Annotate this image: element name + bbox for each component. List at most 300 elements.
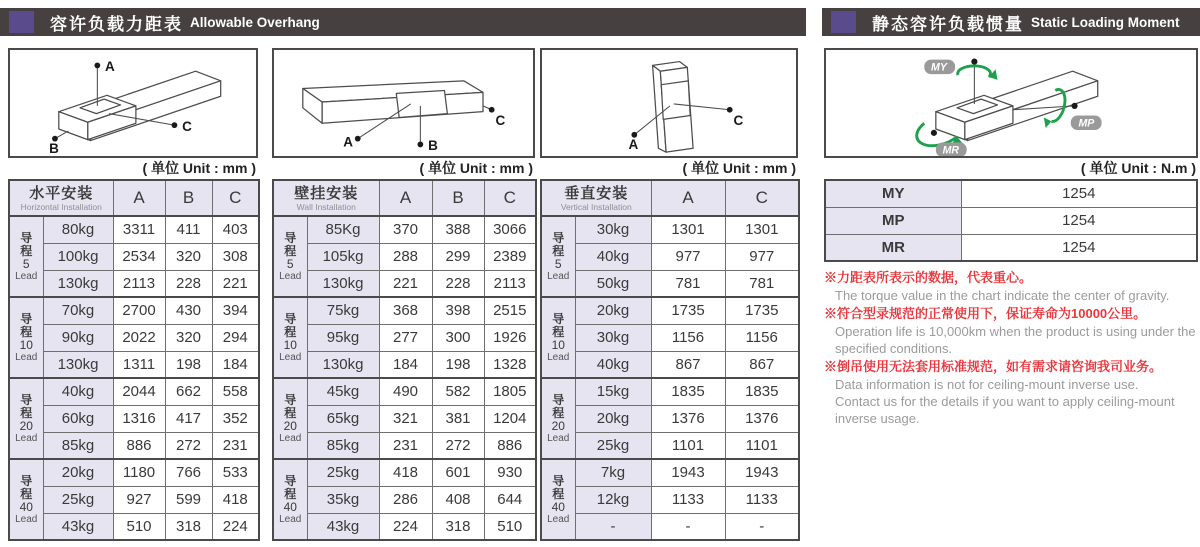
lead-number: 40 <box>551 499 565 514</box>
moment-label-mp: MP <box>1078 117 1095 130</box>
lead-cell <box>273 459 307 540</box>
lead-en: Lead <box>15 513 38 525</box>
lead-group <box>541 459 799 540</box>
vertical-installation-table <box>540 179 800 541</box>
unit-label: ( 单位 Unit : mm ) <box>419 160 533 176</box>
value-cell: 418 <box>379 459 432 486</box>
value-cell: 3311 <box>113 216 165 243</box>
value-cell: 1328 <box>484 351 536 378</box>
load-cell: 85kg <box>43 432 113 459</box>
installation-name-header <box>273 180 379 216</box>
rail-isometric-drawing <box>274 50 533 156</box>
footnote-en: Operation life is 10,000km when the product is using under the specified conditions. <box>835 324 1196 356</box>
load-cell: 95kg <box>307 324 379 351</box>
diagram-label-b: B <box>49 141 59 156</box>
value-cell: 1204 <box>484 405 536 432</box>
value-cell: 1835 <box>651 378 725 405</box>
load-cell: 90kg <box>43 324 113 351</box>
value-cell: 198 <box>432 351 484 378</box>
value-cell: 318 <box>432 513 484 540</box>
diagram-label-b: C <box>495 113 506 129</box>
lead-number: 5 <box>22 256 30 271</box>
table-row <box>273 378 536 405</box>
table-row <box>825 207 1197 234</box>
table-row <box>273 297 536 324</box>
wall-installation-table <box>272 179 537 541</box>
value-cell: 781 <box>725 270 799 297</box>
table-row <box>9 216 259 243</box>
lead-en: Lead <box>15 351 38 363</box>
load-cell: 130kg <box>43 270 113 297</box>
load-cell: 85kg <box>307 432 379 459</box>
load-cell: 25kg <box>307 459 379 486</box>
load-cell: 60kg <box>43 405 113 432</box>
value-cell: 308 <box>212 243 259 270</box>
value-cell: 1926 <box>484 324 536 351</box>
lead-en: Lead <box>279 270 302 282</box>
footnote-en: Data information is not for ceiling-mount inverse use. <box>835 377 1139 392</box>
value-cell: 1805 <box>484 378 536 405</box>
table-row <box>825 234 1197 261</box>
load-cell: 40kg <box>575 351 651 378</box>
lead-group <box>9 216 259 297</box>
lead-zh-char: 导 <box>20 473 33 488</box>
load-cell: 45kg <box>307 378 379 405</box>
value-cell: 224 <box>379 513 432 540</box>
moment-diagram <box>824 48 1198 158</box>
value-cell: 1133 <box>725 486 799 513</box>
lead-cell <box>273 297 307 378</box>
lead-number: 5 <box>286 256 294 271</box>
value-cell: 1316 <box>113 405 165 432</box>
diagram-label-a: A <box>105 59 115 75</box>
vertical-installation-diagram <box>540 48 798 158</box>
lead-group <box>273 459 536 540</box>
value-cell: 272 <box>165 432 212 459</box>
lead-en: Lead <box>547 351 570 363</box>
lead-cell <box>273 216 307 297</box>
column-header-c: C <box>484 180 536 216</box>
value-cell: 286 <box>379 486 432 513</box>
value-cell: 228 <box>165 270 212 297</box>
value-cell: 510 <box>113 513 165 540</box>
load-cell: 20kg <box>575 297 651 324</box>
column-header-c: C <box>725 180 799 216</box>
load-cell: 12kg <box>575 486 651 513</box>
value-cell: 2044 <box>113 378 165 405</box>
lead-zh-char: 导 <box>552 473 565 488</box>
value-cell: 2515 <box>484 297 536 324</box>
value-cell: 231 <box>212 432 259 459</box>
table-row <box>273 405 536 432</box>
load-cell: 7kg <box>575 459 651 486</box>
value-cell: 403 <box>212 216 259 243</box>
installation-name-en: Wall Installation <box>296 201 356 212</box>
value-cell: 601 <box>432 459 484 486</box>
table-row <box>273 270 536 297</box>
table-row <box>9 486 259 513</box>
value-cell: 300 <box>432 324 484 351</box>
footnotes <box>824 269 1198 427</box>
load-cell: 15kg <box>575 378 651 405</box>
section-title-en: Static Loading Moment <box>1031 14 1180 30</box>
lead-number: 10 <box>283 337 297 352</box>
header-row <box>9 180 259 216</box>
value-cell: 1376 <box>651 405 725 432</box>
load-cell: 30kg <box>575 216 651 243</box>
lead-zh-char: 程 <box>552 324 565 339</box>
lead-group <box>273 216 536 297</box>
value-cell: 368 <box>379 297 432 324</box>
column-header-a: A <box>651 180 725 216</box>
diagram-label-c: B <box>428 138 438 154</box>
value-cell: 886 <box>113 432 165 459</box>
load-cell: - <box>575 513 651 540</box>
table-row <box>273 432 536 459</box>
lead-zh-char: 程 <box>552 243 565 258</box>
value-cell: - <box>651 513 725 540</box>
diagram-label-c: C <box>182 118 192 134</box>
lead-group <box>9 378 259 459</box>
section-title-zh: 容许负载力距表 <box>50 14 183 34</box>
load-cell: 30kg <box>575 324 651 351</box>
unit-label: ( 单位 Unit : N.m ) <box>1080 160 1196 176</box>
installation-name-zh: 垂直安装 <box>564 184 629 202</box>
value-cell: 228 <box>432 270 484 297</box>
moment-mr-value: 1254 <box>961 234 1197 261</box>
value-cell: 411 <box>165 216 212 243</box>
value-cell: 408 <box>432 486 484 513</box>
lead-zh-char: 导 <box>20 392 33 407</box>
table-row <box>541 297 799 324</box>
header-row <box>541 180 799 216</box>
installation-name-en: Vertical Installation <box>560 201 632 212</box>
table-row <box>541 270 799 297</box>
table-row <box>825 180 1197 207</box>
allowable-overhang-header <box>0 8 806 36</box>
table-row <box>273 243 536 270</box>
header-accent-square <box>831 11 856 33</box>
value-cell: 224 <box>212 513 259 540</box>
lead-zh-char: 程 <box>20 243 33 258</box>
lead-zh-char: 导 <box>552 230 565 245</box>
load-cell: 50kg <box>575 270 651 297</box>
footnote-zh: ※倒吊使用无法套用标准规范，如有需求请咨询我司业务。 <box>824 359 1163 374</box>
load-cell: 70kg <box>43 297 113 324</box>
value-cell: 2389 <box>484 243 536 270</box>
value-cell: 977 <box>651 243 725 270</box>
lead-zh-char: 程 <box>552 486 565 501</box>
column-header-b: B <box>165 180 212 216</box>
diagram-label-a: A <box>343 134 354 150</box>
load-cell: 25kg <box>575 432 651 459</box>
value-cell: 388 <box>432 216 484 243</box>
value-cell: 1376 <box>725 405 799 432</box>
table-row <box>541 216 799 243</box>
load-cell: 25kg <box>43 486 113 513</box>
load-cell: 130kg <box>307 351 379 378</box>
table-row <box>9 459 259 486</box>
lead-zh-char: 导 <box>20 230 33 245</box>
lead-group <box>541 378 799 459</box>
lead-zh-char: 程 <box>20 486 33 501</box>
value-cell: 184 <box>379 351 432 378</box>
value-cell: 867 <box>651 351 725 378</box>
unit-label: ( 单位 Unit : mm ) <box>682 160 796 176</box>
lead-group <box>541 216 799 297</box>
horizontal-installation-diagram <box>8 48 258 158</box>
moment-my-value: 1254 <box>961 180 1197 207</box>
header-row <box>273 180 536 216</box>
value-cell: 867 <box>725 351 799 378</box>
value-cell: 272 <box>432 432 484 459</box>
value-cell: 221 <box>379 270 432 297</box>
value-cell: 3066 <box>484 216 536 243</box>
load-cell: 40kg <box>575 243 651 270</box>
moment-mp-label: MP <box>825 207 961 234</box>
lead-group <box>273 297 536 378</box>
table-row <box>9 513 259 540</box>
load-cell: 130kg <box>307 270 379 297</box>
value-cell: 1101 <box>651 432 725 459</box>
value-cell: 288 <box>379 243 432 270</box>
lead-cell <box>273 378 307 459</box>
lead-zh-char: 导 <box>552 392 565 407</box>
lead-number: 40 <box>283 499 297 514</box>
footnote-en: Contact us for the details if you want to apply ceiling-mount inverse usage. <box>835 394 1175 426</box>
lead-zh-char: 程 <box>284 243 297 258</box>
installation-name-zh: 壁挂安装 <box>294 184 359 202</box>
installation-name-zh: 水平安装 <box>29 184 94 202</box>
value-cell: 510 <box>484 513 536 540</box>
table-row <box>9 432 259 459</box>
value-cell: 221 <box>212 270 259 297</box>
table-row <box>541 324 799 351</box>
rail-moment-drawing <box>826 50 1196 156</box>
lead-en: Lead <box>279 351 302 363</box>
value-cell: 2700 <box>113 297 165 324</box>
value-cell: 930 <box>484 459 536 486</box>
section-title-zh: 静态容许负载惯量 <box>872 14 1024 34</box>
value-cell: 1311 <box>113 351 165 378</box>
installation-name-header <box>9 180 113 216</box>
load-cell: 43kg <box>307 513 379 540</box>
value-cell: 490 <box>379 378 432 405</box>
wall-installation-diagram <box>272 48 535 158</box>
table-row <box>273 513 536 540</box>
column-header-c: C <box>212 180 259 216</box>
load-cell: 20kg <box>575 405 651 432</box>
moment-my-label: MY <box>825 180 961 207</box>
load-cell: 80kg <box>43 216 113 243</box>
value-cell: 318 <box>165 513 212 540</box>
lead-cell <box>541 297 575 378</box>
value-cell: 781 <box>651 270 725 297</box>
table-row <box>541 513 799 540</box>
lead-group <box>9 297 259 378</box>
lead-en: Lead <box>15 270 38 282</box>
moment-mp-value: 1254 <box>961 207 1197 234</box>
table-row <box>273 351 536 378</box>
value-cell: 2022 <box>113 324 165 351</box>
table-row <box>541 243 799 270</box>
horizontal-installation-column <box>8 48 258 541</box>
value-cell: 533 <box>212 459 259 486</box>
lead-en: Lead <box>279 513 302 525</box>
static-loading-moment-column <box>824 48 1198 428</box>
value-cell: 321 <box>379 405 432 432</box>
value-cell: 1835 <box>725 378 799 405</box>
footnote-zh: ※力距表所表示的数据，代表重心。 <box>824 270 1033 285</box>
vertical-installation-column <box>540 48 798 541</box>
header-accent-square <box>9 11 34 33</box>
column-header-a: A <box>113 180 165 216</box>
lead-zh-char: 程 <box>284 405 297 420</box>
value-cell: 886 <box>484 432 536 459</box>
lead-zh-char: 程 <box>20 405 33 420</box>
value-cell: 662 <box>165 378 212 405</box>
table-row <box>9 324 259 351</box>
lead-en: Lead <box>547 270 570 282</box>
value-cell: 417 <box>165 405 212 432</box>
table-row <box>541 432 799 459</box>
load-cell: 35kg <box>307 486 379 513</box>
value-cell: 352 <box>212 405 259 432</box>
value-cell: 320 <box>165 243 212 270</box>
lead-cell <box>9 459 43 540</box>
value-cell: 198 <box>165 351 212 378</box>
table-header <box>9 180 259 216</box>
load-cell: 40kg <box>43 378 113 405</box>
lead-number: 20 <box>551 418 565 433</box>
value-cell: 398 <box>432 297 484 324</box>
value-cell: 430 <box>165 297 212 324</box>
unit-label: ( 单位 Unit : mm ) <box>142 160 256 176</box>
lead-zh-char: 导 <box>284 230 297 245</box>
value-cell: 184 <box>212 351 259 378</box>
lead-en: Lead <box>547 513 570 525</box>
value-cell: 2534 <box>113 243 165 270</box>
wall-installation-column <box>272 48 535 541</box>
table-row <box>273 216 536 243</box>
value-cell: 231 <box>379 432 432 459</box>
footnote <box>824 358 1198 427</box>
value-cell: 558 <box>212 378 259 405</box>
load-cell: 65kg <box>307 405 379 432</box>
load-cell: 75kg <box>307 297 379 324</box>
table-row <box>9 243 259 270</box>
table-header <box>273 180 536 216</box>
moment-table <box>824 179 1198 262</box>
value-cell: 418 <box>212 486 259 513</box>
horizontal-installation-table <box>8 179 260 541</box>
table-row <box>273 459 536 486</box>
lead-zh-char: 导 <box>552 311 565 326</box>
installation-name-en: Horizontal Installation <box>20 201 102 212</box>
value-cell: 370 <box>379 216 432 243</box>
diagram-label-c: C <box>733 113 744 129</box>
table-row <box>273 324 536 351</box>
lead-number: 20 <box>19 418 33 433</box>
installation-name-header <box>541 180 651 216</box>
value-cell: 320 <box>165 324 212 351</box>
table-row <box>9 297 259 324</box>
lead-cell <box>541 459 575 540</box>
diagram-label-a: A <box>628 137 639 153</box>
section-title-en: Allowable Overhang <box>190 14 320 30</box>
load-cell: 105kg <box>307 243 379 270</box>
lead-cell <box>9 216 43 297</box>
rail-isometric-drawing <box>542 50 796 156</box>
column-header-b: B <box>432 180 484 216</box>
table-header <box>541 180 799 216</box>
value-cell: 277 <box>379 324 432 351</box>
lead-zh-char: 程 <box>284 324 297 339</box>
moment-label-my: MY <box>931 61 947 74</box>
lead-cell <box>541 378 575 459</box>
lead-zh-char: 程 <box>20 324 33 339</box>
value-cell: 582 <box>432 378 484 405</box>
value-cell: 599 <box>165 486 212 513</box>
value-cell: 299 <box>432 243 484 270</box>
lead-group <box>273 378 536 459</box>
load-cell: 100kg <box>43 243 113 270</box>
load-cell: 85Kg <box>307 216 379 243</box>
value-cell: 2113 <box>113 270 165 297</box>
value-cell: 1943 <box>725 459 799 486</box>
value-cell: 294 <box>212 324 259 351</box>
footnote-en: The torque value in the chart indicate the center of gravity. <box>835 288 1170 303</box>
value-cell: 1156 <box>651 324 725 351</box>
rail-isometric-drawing <box>10 50 256 156</box>
value-cell: 394 <box>212 297 259 324</box>
value-cell: 381 <box>432 405 484 432</box>
lead-group <box>541 297 799 378</box>
table-row <box>541 378 799 405</box>
lead-cell <box>9 378 43 459</box>
value-cell: 927 <box>113 486 165 513</box>
table-row <box>9 405 259 432</box>
table-row <box>541 405 799 432</box>
value-cell: 1101 <box>725 432 799 459</box>
lead-number: 5 <box>554 256 562 271</box>
value-cell: 1735 <box>651 297 725 324</box>
value-cell: 1156 <box>725 324 799 351</box>
footnote <box>824 305 1198 357</box>
column-header-a: A <box>379 180 432 216</box>
lead-zh-char: 导 <box>284 311 297 326</box>
load-cell: 20kg <box>43 459 113 486</box>
footnote <box>824 269 1198 304</box>
lead-en: Lead <box>15 432 38 444</box>
value-cell: 1180 <box>113 459 165 486</box>
moment-label-mr: MR <box>942 144 960 156</box>
lead-zh-char: 导 <box>20 311 33 326</box>
table-row <box>541 486 799 513</box>
table-row <box>9 351 259 378</box>
table-row <box>541 459 799 486</box>
value-cell: 977 <box>725 243 799 270</box>
value-cell: - <box>725 513 799 540</box>
lead-number: 10 <box>551 337 565 352</box>
lead-number: 20 <box>283 418 297 433</box>
table-row <box>273 486 536 513</box>
lead-zh-char: 导 <box>284 473 297 488</box>
value-cell: 1735 <box>725 297 799 324</box>
value-cell: 1943 <box>651 459 725 486</box>
table-row <box>9 270 259 297</box>
lead-group <box>9 459 259 540</box>
